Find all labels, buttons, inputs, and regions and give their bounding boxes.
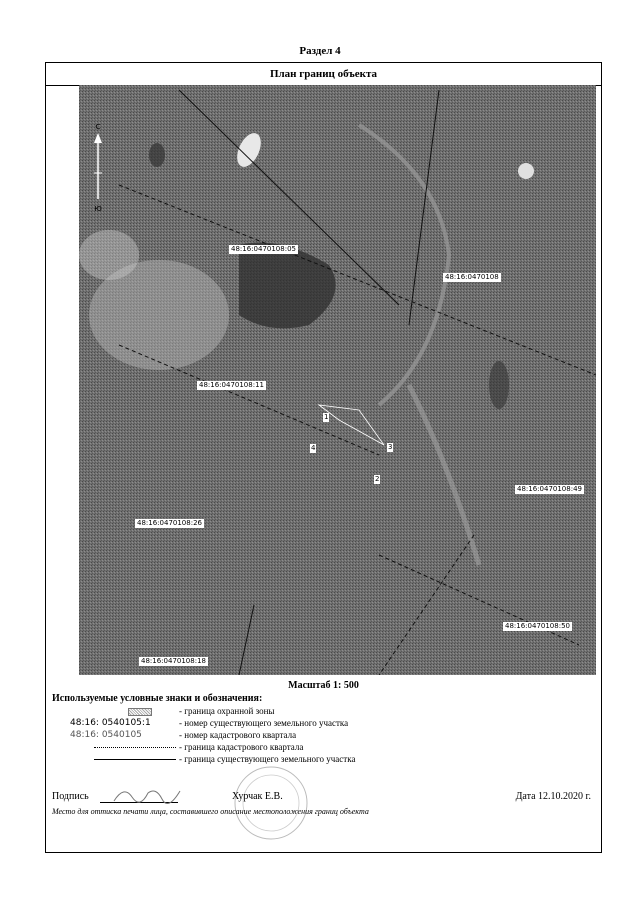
dotted-line-swatch xyxy=(94,747,176,748)
parcel-label: 48:16:0470108:50 xyxy=(505,622,570,630)
boundary-point-label: 4 xyxy=(311,444,316,452)
plan-header: План границ объекта xyxy=(46,63,601,86)
signature-label: Подпись xyxy=(52,791,89,802)
stamp-note: Место для оттиска печати лица, составившего описание местоположения границ объекта xyxy=(52,807,369,816)
hatch-swatch xyxy=(128,708,152,716)
parcel-label: 48:16:0470108:49 xyxy=(517,485,582,493)
signature-row xyxy=(52,791,597,805)
quarter-label: 48:16:0470108 xyxy=(445,273,499,281)
map-imagery xyxy=(79,85,596,675)
north-label: С xyxy=(95,123,101,131)
legend-description: - граница охранной зоны xyxy=(179,706,275,716)
legend-symbol xyxy=(52,729,177,741)
legend-symbol xyxy=(52,753,177,765)
parcel-label: 48:16:0470108:26 xyxy=(137,519,202,527)
parcel-label: 48:16:0470108:18 xyxy=(141,657,206,665)
legend-symbol xyxy=(52,741,177,753)
boundary-point-label: 3 xyxy=(388,443,393,451)
satellite-map xyxy=(79,85,596,675)
handwritten-signature xyxy=(112,783,182,807)
legend-description: - граница существующего земельного участка xyxy=(179,754,356,764)
signature-date: Дата 12.10.2020 г. xyxy=(515,791,591,802)
north-arrow xyxy=(91,123,105,213)
legend-description: - номер существующего земельного участка xyxy=(179,718,349,728)
south-label: Ю xyxy=(94,205,102,213)
scale-label: Масштаб 1: 500 xyxy=(288,680,359,691)
document-frame xyxy=(45,62,602,853)
arrow-icon xyxy=(91,133,105,203)
legend-code: 48:16: 0540105 xyxy=(70,730,142,740)
boundary-point-label: 2 xyxy=(375,475,380,483)
legend-description: - номер кадастрового квартала xyxy=(179,730,297,740)
legend-description: - граница кадастрового квартала xyxy=(179,742,304,752)
signer-name: Хурчак Е.В. xyxy=(232,791,283,802)
legend-symbol xyxy=(52,717,177,729)
boundary-point-label: 1 xyxy=(324,413,329,421)
section-title: Раздел 4 xyxy=(299,45,341,57)
parcel-label: 48:16:0470108:05 xyxy=(231,245,296,253)
legend-symbol xyxy=(52,705,177,717)
legend-code: 48:16: 0540105:1 xyxy=(70,718,151,728)
parcel-label: 48:16:0470108:11 xyxy=(199,381,264,389)
solid-line-swatch xyxy=(94,759,176,760)
legend-title: Используемые условные знаки и обозначения: xyxy=(52,693,263,704)
